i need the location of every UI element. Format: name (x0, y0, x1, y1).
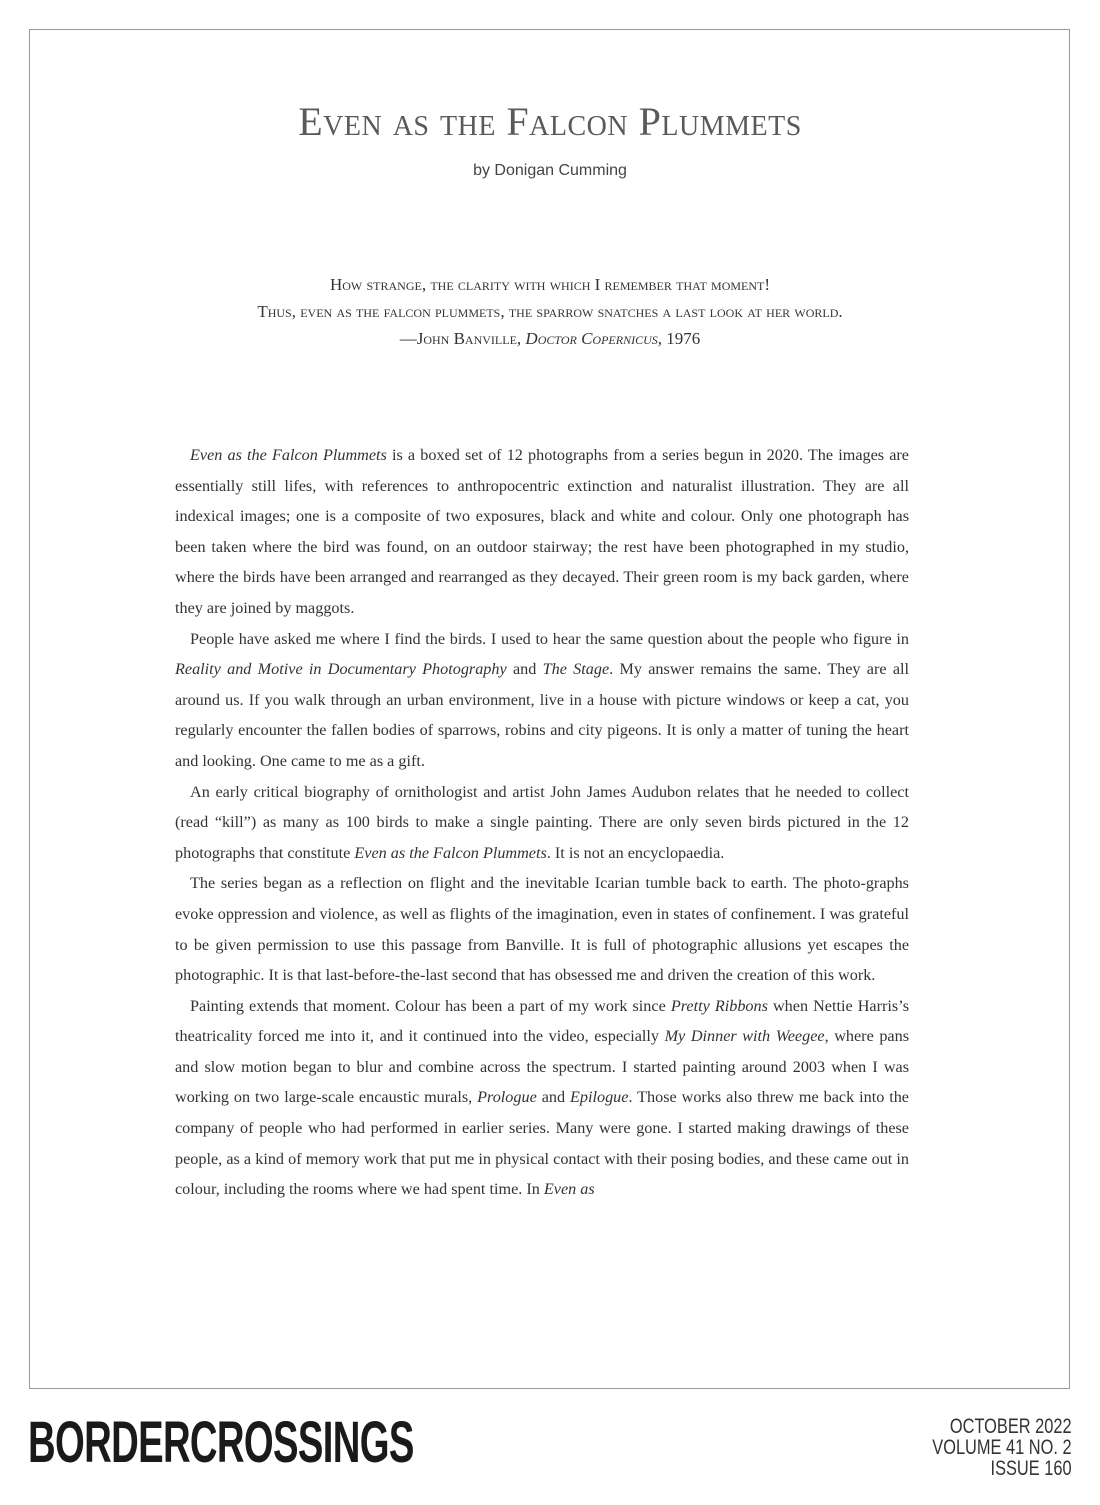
paragraph-3 (175, 777, 909, 869)
paragraph-4 (175, 868, 909, 990)
paragraph-2 (175, 624, 909, 777)
attribution-work: Doctor Copernicus (525, 329, 658, 348)
text-run: . My answer remains the same. They are all around us. If you walk through an urban environment, live in a house with picture windows or keep a cat, you regularly encounter the fallen bodies of sparrows, robins and city pigeons. It is only a matter of tuning the heart and looking. One came to me as a gift. (175, 660, 909, 770)
epigraph-line-2: Thus, even as the falcon plummets, the sparrow snatches a last look at her world. (257, 302, 843, 321)
text-run: and (506, 660, 543, 679)
italic-title: Even as (543, 1180, 595, 1199)
italic-title: The Stage (542, 660, 610, 679)
italic-title: Epilogue (570, 1088, 629, 1107)
text-run: . It is not an encyclopaedia. (546, 843, 725, 862)
epigraph (0, 271, 1100, 352)
text-run: Painting extends that moment. Colour has been a part of my work since (190, 996, 671, 1015)
paragraph-1 (175, 440, 909, 624)
text-run: The series began as a reflection on flight and the inevitable Icarian tumble back to earth. The photo-graphs evoke oppression and violence, as well as flights of the imagination, even in states of confinement. I was grateful to be given permission to use this passage from Banville. It is full of photographic allusions yet escapes the photographic. It is that last-before-the-last second that has obsessed me and driven the creation of this work. (175, 874, 909, 985)
attribution-year: , 1976 (657, 329, 701, 348)
text-run: and (536, 1088, 571, 1107)
attribution-author: —John Banville, (399, 329, 526, 348)
italic-title: Even as the Falcon Plummets (354, 843, 547, 862)
italic-title: Prologue (477, 1088, 537, 1107)
issue-date: OCTOBER 2022 (950, 1415, 1072, 1438)
text-run: People have asked me where I find the birds. I used to hear the same question about the people who figure in (190, 629, 909, 648)
text-run: , where pans and slow motion began to blur and combine across the spectrum. I started painting around 2003 when I was working on two large-scale encaustic murals, (175, 1027, 910, 1107)
text-run: . Those works also threw me back into the company of people who had performed in earlier series. Many were gone. I started making drawings of these people, as a kind of memory work that put me in physical contact with their posing bodies, and these came out in colour, including the rooms where we had spent time. In (175, 1088, 909, 1199)
italic-title: Even as the Falcon Plummets (190, 446, 387, 464)
text-run: when Nettie Harris’s theatricality forced me into it, and it continued into the video, especially (175, 996, 909, 1046)
article-title: Even as the Falcon Plummets (298, 99, 802, 144)
epigraph-attribution (0, 325, 1100, 352)
epigraph-line-1: How strange, the clarity with which I remember that moment! (329, 275, 771, 294)
paragraph-5 (175, 991, 909, 1205)
text-run: An early critical biography of ornithologist and artist John James Audubon relates that he needed to collect (read “kill”) as many as 100 birds to make a single painting. There are only seven birds pictured in the 12 photographs that constitute (175, 782, 909, 862)
italic-title: Reality and Motive in Documentary Photography (175, 660, 507, 679)
magazine-masthead: BORDERCROSSINGS (28, 1410, 414, 1475)
italic-title: My Dinner with Weegee (664, 1027, 825, 1046)
text-run: is a boxed set of 12 photographs from a series begun in 2020. The images are essentially still lifes, with references to anthropocentric extinction and naturalist illustration. They are all indexical images; one is a composite of two exposures, black and white and colour. Only one photograph has been taken where the bird was found, on an outdoor stairway; the rest have been photographed in my studio, where the birds have been arranged and rearranged as they decayed. Their green room is my back garden, where they are joined by maggots. (175, 446, 909, 617)
issue-info (893, 1416, 1072, 1479)
issue-number: ISSUE 160 (990, 1457, 1072, 1480)
issue-volume: VOLUME 41 NO. 2 (932, 1436, 1072, 1459)
article-byline: by Donigan Cumming (473, 162, 627, 179)
italic-title: Pretty Ribbons (670, 996, 768, 1015)
article-body (175, 440, 909, 1205)
